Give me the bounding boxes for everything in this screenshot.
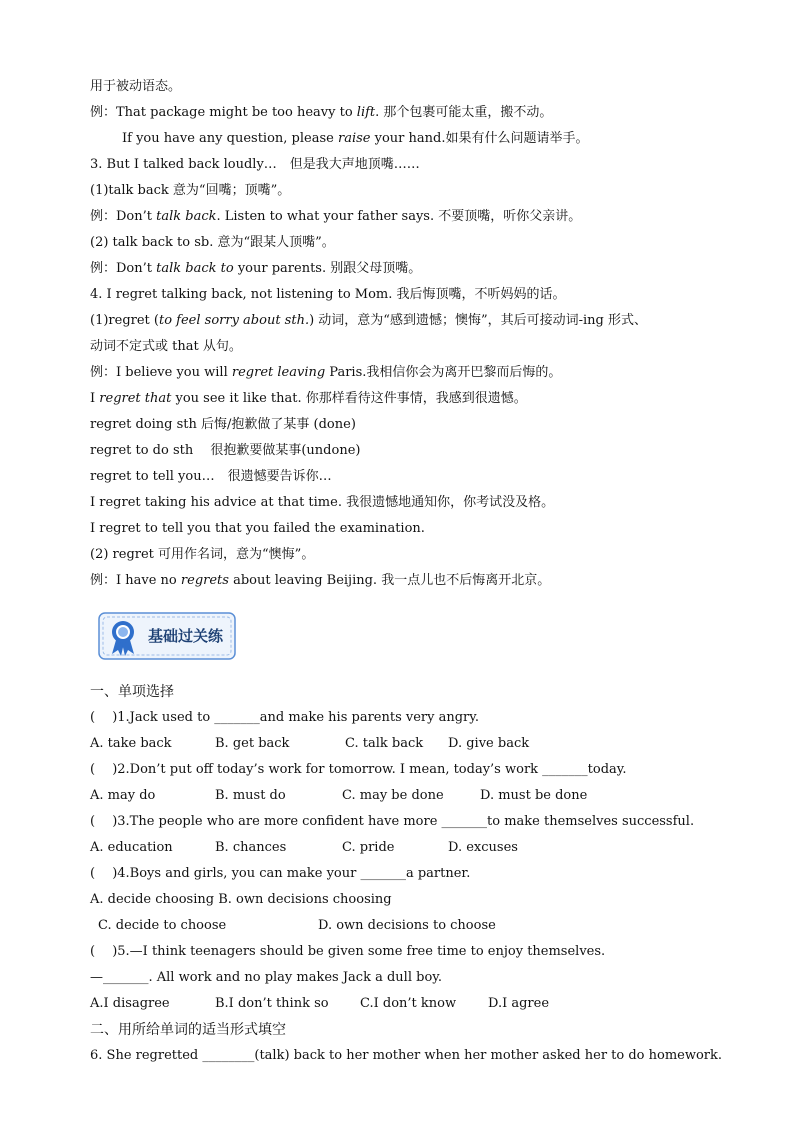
option: D. excuses — [448, 840, 518, 855]
option: B.I don’t think so — [215, 996, 329, 1011]
note-heading: 4. I regret talking back, not listening to Mom. 我后悔顶嘴，不听妈妈的话。 — [90, 287, 566, 302]
note-line: regret to tell you… 很遗憾要告诉你… — [90, 469, 332, 484]
note-line: (1)regret (to feel sorry about sth.) 动词，意为“感到遗憾；懊悔”，其后可接动词-ing 形式、 — [90, 313, 647, 328]
note-line: regret doing sth 后悔/抱歉做了某事 (done) — [90, 417, 356, 432]
note-line: If you have any question, please raise your hand.如果有什么问题请举手。 — [122, 131, 589, 146]
question: ( )4.Boys and girls, you can make your _______a partner. — [90, 866, 471, 881]
option: A. take back — [90, 736, 172, 751]
note-line: 例：Don’t talk back. Listen to what your father says. 不要顶嘴，听你父亲讲。 — [90, 209, 582, 224]
note-line: 例：Don’t talk back to your parents. 别跟父母顶嘴。 — [90, 261, 422, 276]
option: C. talk back — [345, 736, 424, 751]
option: D.I agree — [488, 996, 550, 1011]
note-line: I regret that you see it like that. 你那样看待这件事情，我感到很遗憾。 — [90, 391, 527, 406]
note-line: I regret to tell you that you failed the examination. — [90, 521, 425, 536]
note-line: (2) regret 可用作名词，意为“懊悔”。 — [90, 547, 315, 562]
option: A. education — [90, 840, 173, 855]
question: ( )3.The people who are more confident have more _______to make themselves successful. — [90, 814, 695, 829]
question: ( )2.Don’t put off today’s work for tomorrow. I mean, today’s work _______today. — [90, 762, 627, 777]
note-line: 例：I have no regrets about leaving Beijing. 我一点儿也不后悔离开北京。 — [90, 573, 551, 588]
section-badge — [96, 610, 238, 662]
note-line: 例：I believe you will regret leaving Paris.我相信你会为离开巴黎而后悔的。 — [90, 365, 562, 380]
question: ( )1.Jack used to _______and make his parents very angry. — [90, 710, 480, 725]
badge-title: 基础过关练 — [148, 627, 224, 645]
note-line: I regret taking his advice at that time. 我很遗憾地通知你，你考试没及格。 — [90, 495, 555, 510]
note-line: 用于被动语态。 — [90, 79, 182, 94]
note-heading: 3. But I talked back loudly… 但是我大声地顶嘴…… — [90, 157, 420, 172]
note-line: 动词不定式或 that 从句。 — [90, 339, 242, 354]
option: C. pride — [342, 840, 395, 855]
note-line: 例：That package might be too heavy to lift. 那个包裹可能太重，搬不动。 — [90, 105, 553, 120]
option: C.I don’t know — [360, 996, 457, 1011]
note-line: (1)talk back 意为“回嘴；顶嘴”。 — [90, 183, 291, 198]
note-line: (2) talk back to sb. 意为“跟某人顶嘴”。 — [90, 235, 335, 250]
option: C. may be done — [342, 788, 444, 803]
option: B. get back — [215, 736, 290, 751]
option: D. own decisions to choose — [318, 918, 496, 933]
options-row: A. decide choosing B. own decisions choosing — [90, 892, 392, 907]
question: ( )5.—I think teenagers should be given some free time to enjoy themselves. — [90, 944, 606, 959]
option: A.I disagree — [90, 996, 170, 1011]
option: B. must do — [215, 788, 286, 803]
option: C. decide to choose — [98, 918, 227, 933]
question: 6. She regretted ________(talk) back to her mother when her mother asked her to do homework. — [90, 1048, 723, 1063]
option: D. give back — [448, 736, 530, 751]
option: D. must be done — [480, 788, 588, 803]
question-line: —_______. All work and no play makes Jack a dull boy. — [90, 970, 443, 985]
section-title: 一、单项选择 — [90, 684, 174, 700]
option: A. may do — [90, 788, 156, 803]
section-title: 二、用所给单词的适当形式填空 — [90, 1022, 286, 1038]
note-line: regret to do sth 很抱歉要做某事(undone) — [90, 443, 361, 458]
option: B. chances — [215, 840, 287, 855]
